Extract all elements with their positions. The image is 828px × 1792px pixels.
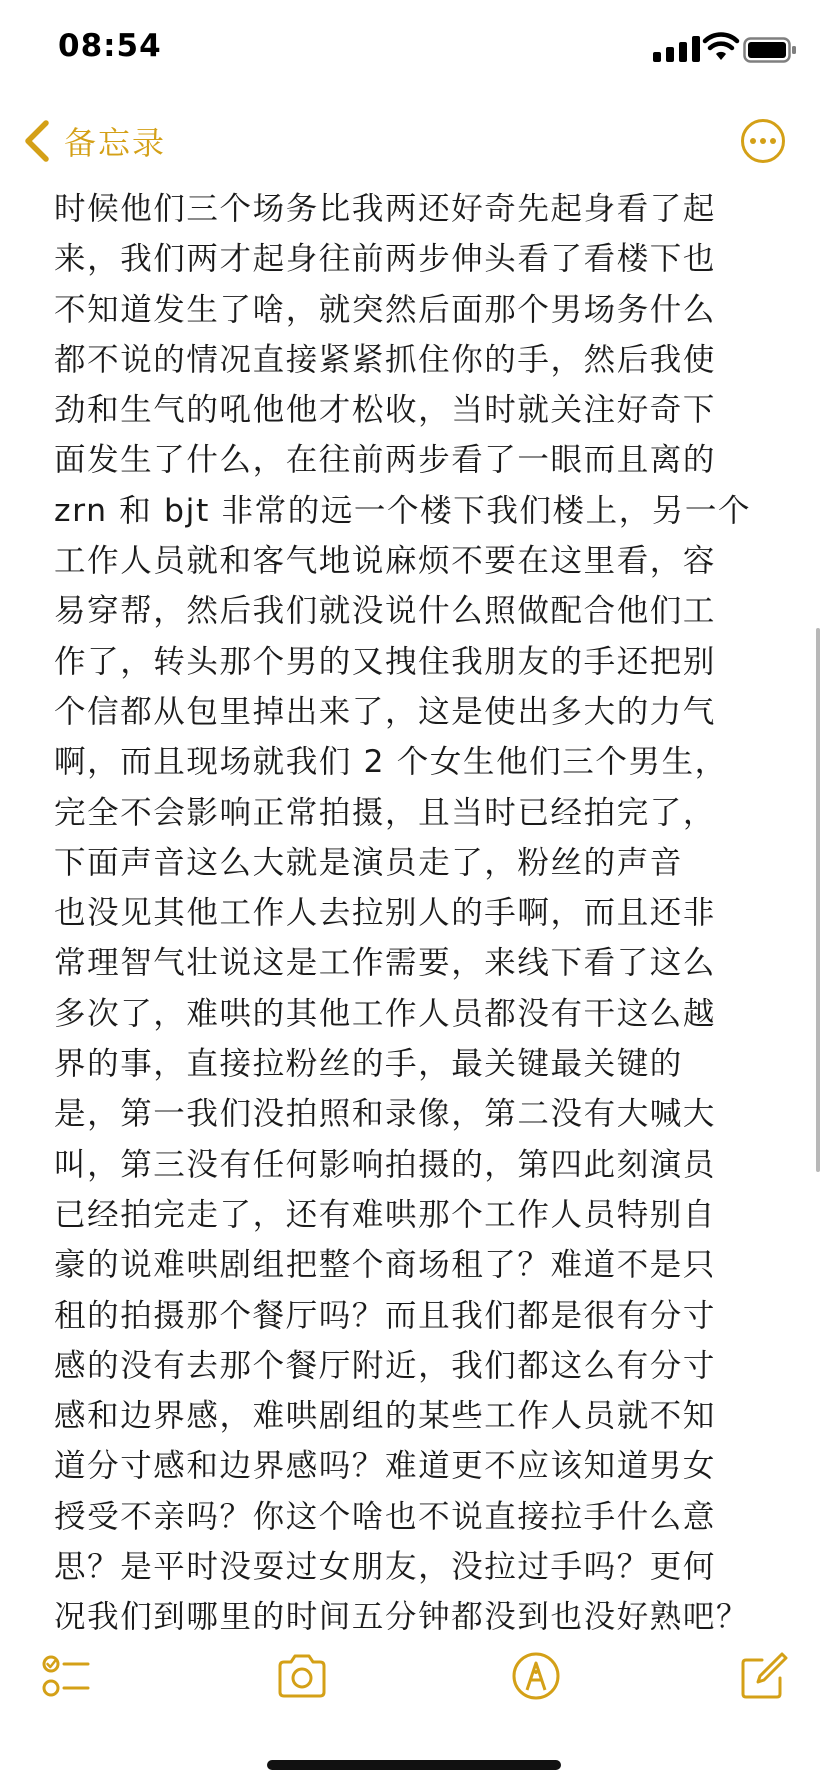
camera-button[interactable] xyxy=(276,1650,328,1702)
note-text-line: 道分寸感和边界感吗？难道更不应该知道男女 xyxy=(54,1448,717,1485)
status-time: 08:54 xyxy=(58,28,162,64)
note-text-line: 下面声音这么大就是演员走了，粉丝的声音 xyxy=(54,844,683,881)
note-text-line: 也没见其他工作人去拉别人的手啊，而且还非 xyxy=(54,895,717,932)
scroll-indicator[interactable] xyxy=(816,628,820,1172)
note-text-line: 常理智气壮说这是工作需要，来线下看了这么 xyxy=(54,945,717,982)
markup-pen-icon xyxy=(510,1650,562,1702)
note-body[interactable] xyxy=(54,184,778,1636)
status-bar xyxy=(0,0,828,100)
note-text-line: 多次了，难哄的其他工作人员都没有干这么越 xyxy=(54,995,717,1032)
chevron-left-icon xyxy=(22,119,52,163)
note-text-line: 叫，第三没有任何影响拍摄的，第四此刻演员 xyxy=(54,1146,717,1183)
checklist-icon xyxy=(40,1650,92,1702)
wifi-icon xyxy=(703,32,739,62)
note-text-line: 作了，转头那个男的又拽住我朋友的手还把别 xyxy=(54,643,717,680)
note-text-line: 个信都从包里掉出来了，这是使出多大的力气 xyxy=(54,693,717,730)
note-text-line: 思？是平时没耍过女朋友，没拉过手吗？更何 xyxy=(54,1549,717,1586)
note-text-line: 租的拍摄那个餐厅吗？而且我们都是很有分寸 xyxy=(54,1297,717,1334)
note-text-line: 时候他们三个场务比我两还好奇先起身看了起 xyxy=(54,191,717,227)
note-text-line: 易穿帮，然后我们就没说什么照做配合他们工 xyxy=(54,593,717,630)
note-text-line: 界的事，直接拉粉丝的手，最关键最关键的 xyxy=(54,1046,683,1083)
note-text-line: 来，我们两才起身往前两步伸头看了看楼下也 xyxy=(54,241,717,278)
note-text-line: 劲和生气的吼他他才松收，当时就关注好奇下 xyxy=(54,392,717,429)
back-button[interactable] xyxy=(22,116,166,166)
note-text-line: zrn 和 bjt 非常的远一个楼下我们楼上，另一个 xyxy=(54,492,752,529)
markup-button[interactable] xyxy=(510,1650,562,1702)
note-text-line: 啊，而且现场就我们 2 个女生他们三个男生， xyxy=(54,744,728,781)
note-text-line: 是，第一我们没拍照和录像，第二没有大喊大 xyxy=(54,1096,717,1133)
back-button-label: 备忘录 xyxy=(64,124,167,162)
note-text-line: 豪的说难哄剧组把整个商场租了？难道不是只 xyxy=(54,1247,717,1284)
note-text-line: 面发生了什么，在往前两步看了一眼而且离的 xyxy=(54,442,717,479)
note-text-line: 已经拍完走了，还有难哄那个工作人员特别自 xyxy=(54,1196,717,1233)
note-text-line: 况我们到哪里的时间五分钟都没到也没好熟吧？ xyxy=(54,1599,750,1636)
home-indicator[interactable] xyxy=(267,1760,561,1770)
note-text-line: 工作人员就和客气地说麻烦不要在这里看，容 xyxy=(54,543,717,580)
cellular-signal-icon xyxy=(653,36,701,62)
checklist-button[interactable] xyxy=(40,1650,92,1702)
camera-icon xyxy=(276,1650,328,1702)
note-text-line: 感的没有去那个餐厅附近，我们都这么有分寸 xyxy=(54,1347,717,1384)
compose-icon xyxy=(738,1650,790,1702)
note-text-line: 感和边界感，难哄剧组的某些工作人员就不知 xyxy=(54,1398,717,1435)
more-ellipsis-icon[interactable] xyxy=(740,118,786,164)
note-text-line: 不知道发生了啥，就突然后面那个男场务什么 xyxy=(54,291,717,328)
note-text-line: 授受不亲吗？你这个啥也不说直接拉手什么意 xyxy=(54,1498,717,1535)
note-text-line: 都不说的情况直接紧紧抓住你的手，然后我使 xyxy=(54,341,717,378)
battery-icon xyxy=(743,37,797,63)
compose-button[interactable] xyxy=(738,1650,790,1702)
note-text-line: 完全不会影响正常拍摄，且当时已经拍完了， xyxy=(54,794,717,831)
